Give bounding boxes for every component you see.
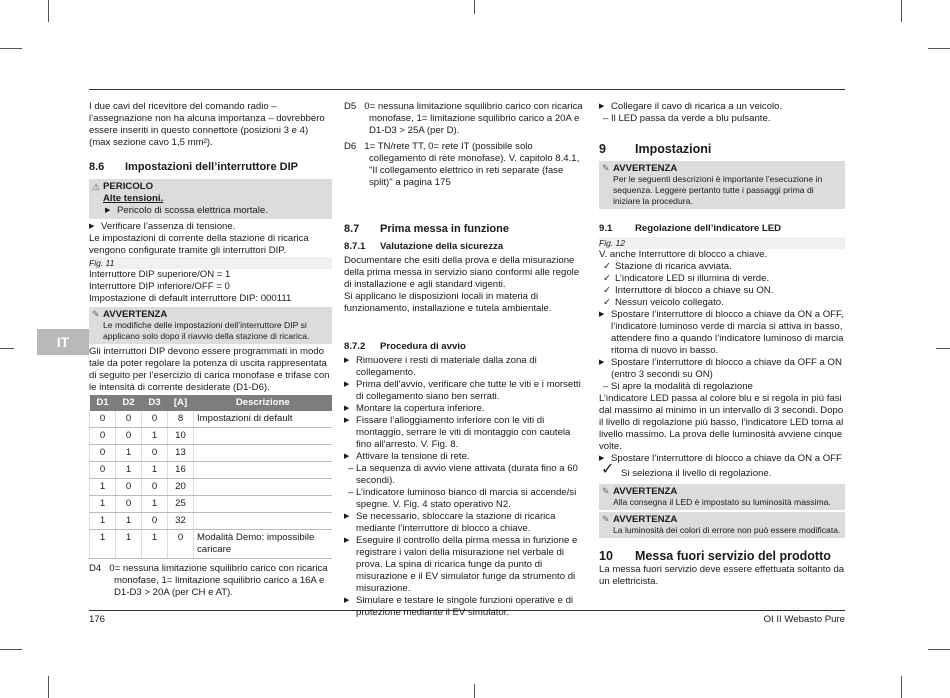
info-icon: ✎ — [92, 309, 100, 319]
bullet-item: ▶ Spostare l’interruttore di blocco a chiave da ON a OFF, l’indicatore luminoso verde di marcia si attiva in basso, attendere fino a quando l’indicatore luminoso di marcia ritorna di nuovo in basso. — [599, 309, 845, 357]
warning-box — [599, 512, 845, 538]
table-cell: 1 — [142, 496, 168, 513]
danger-bullet: ▶ Pericolo di scossa elettrica mortale. — [105, 205, 328, 217]
paragraph: L’indicatore LED passa al colore blu e si regola in più fasi dal massimo al minimo in un intervallo di 3 secondi. Dopo il livello di regolazione più basso, l’indicatore LED torna al livello massimo. La prova delle luminosità avviene cinque volte. — [599, 393, 844, 452]
column-3 — [599, 101, 845, 588]
table-cell: 1 — [116, 445, 142, 462]
crop-mark — [901, 676, 902, 698]
document-title: OI II Webasto Pure — [763, 614, 845, 625]
table-cell — [194, 428, 333, 445]
crop-mark — [0, 348, 14, 349]
table-cell: 0 — [90, 445, 116, 462]
crop-mark — [928, 649, 950, 650]
bullet-item: ▶ Se necessario, sbloccare la stazione di ricarica mediante l’interruttore di blocco a chiave. — [344, 511, 585, 535]
warning-box — [599, 484, 845, 510]
table-cell — [194, 479, 333, 496]
info-icon: ✎ — [602, 163, 610, 173]
warning-text: Le modifiche delle impostazioni dell’interruttore DIP si applicano solo dopo il riavvio della stazione di ricarica. — [103, 320, 310, 341]
result-item: – L’indicatore luminoso bianco di marcia si accende/si spegne. V. Fig. 4 stato operativo N2. — [344, 487, 585, 511]
crop-mark — [474, 684, 475, 698]
dip-line: Interruttore DIP superiore/ON = 1 — [89, 269, 231, 280]
chapter-heading: 10 Messa fuori servizio del prodotto — [599, 549, 831, 563]
table-cell: 1 — [142, 462, 168, 479]
subsection-heading: 8.7.2 Procedura di avvio — [344, 341, 466, 352]
d4-definition: D4 0= nessuna limitazione squilibrio carico con ricarica monofase, 1= limitazione squilibrio carico a 16A e D1-D3 > 20A (per CH e AT). — [89, 563, 328, 598]
table-header-cell: [A] — [168, 395, 194, 411]
checklist — [599, 261, 845, 309]
crop-mark — [0, 48, 22, 49]
bullet-item: ▶ Prima dell'avvio, verificare che tutte le viti e i morsetti di collegamento siano ben serrati. — [344, 379, 585, 403]
warning-text: Per le seguenti descrizioni è importante l’esecuzione in sequenza. Leggere pertanto tutte i passaggi prima di iniziare la procedura. — [613, 174, 823, 206]
crop-mark — [48, 0, 49, 22]
table-cell: 0 — [116, 428, 142, 445]
warning-triangle-icon: ⚠ — [92, 182, 101, 192]
table-cell: 0 — [142, 411, 168, 428]
page-number: 176 — [89, 614, 106, 625]
paragraph: La messa fuori servizio deve essere effettuata soltanto da un elettricista. — [599, 564, 845, 587]
start-procedure-list — [344, 355, 585, 619]
table-cell: 25 — [168, 496, 194, 513]
subsection-heading: 8.7.1 Valutazione della sicurezza — [344, 241, 504, 252]
d5-definition: D5 0= nessuna limitazione squilibrio carico con ricarica monofase, 1= limitazione squilibrio carico a 20A e D1-D3 > 25A (per D). — [344, 101, 583, 136]
crop-mark — [901, 0, 902, 22]
result-item: – Il LED passa da verde a blu pulsante. — [599, 113, 845, 125]
bullet-item: ▶ Rimuovere i resti di materiale dalla zona di collegamento. — [344, 355, 585, 379]
subsection-heading: 9.1 Regolazione dell’indicatore LED — [599, 223, 782, 234]
column-1 — [89, 101, 332, 599]
column-2 — [344, 101, 585, 619]
table-row — [90, 530, 333, 559]
checklist-item: ✓ Stazione di ricarica avviata. — [599, 261, 845, 273]
crop-mark — [936, 348, 950, 349]
table-cell: 10 — [168, 428, 194, 445]
table-cell: 0 — [90, 411, 116, 428]
crop-mark — [474, 0, 475, 14]
table-cell: 1 — [116, 530, 142, 559]
table-cell: 32 — [168, 513, 194, 530]
result-check: ✓ Si seleziona il livello di regolazione. — [601, 461, 772, 479]
table-cell — [194, 445, 333, 462]
table-cell: 1 — [142, 530, 168, 559]
table-cell: 0 — [142, 445, 168, 462]
warning-title: AVVERTENZA — [103, 309, 168, 320]
bullet-item: ▶ Collegare il cavo di ricarica a un veicolo. — [599, 101, 845, 113]
table-row — [90, 411, 333, 428]
danger-box — [89, 179, 332, 219]
table-header-cell: Descrizione — [194, 395, 333, 411]
table-row — [90, 428, 333, 445]
checklist-item: ✓ Nessun veicolo collegato. — [599, 297, 845, 309]
paragraph: V. anche Interruttore di blocco a chiave. — [599, 249, 768, 260]
table-cell: 1 — [90, 530, 116, 559]
table-cell — [194, 496, 333, 513]
table-cell: 0 — [116, 479, 142, 496]
table-cell: 1 — [116, 462, 142, 479]
table-cell: 1 — [116, 513, 142, 530]
table-cell: 0 — [168, 530, 194, 559]
info-icon: ✎ — [602, 486, 610, 496]
d6-definition: D6 1= TN/rete TT, 0= rete IT (possibile solo collegamento di rete monofase). V. capitolo 8.4.1, "Il collegamento elettrico in reti separate (fase split)" a pagina 175 — [344, 141, 580, 188]
dip-line: Impostazione di default interruttore DIP: 000111 — [89, 293, 292, 304]
paragraph: Gli interruttori DIP devono essere programmati in modo tale da poter regolare la potenza di uscita rappresentata di seguito per l’esercizio di carica monofase e trifase con le intensità di corrente desiderate (D1-D6). — [89, 346, 330, 393]
language-tab: IT — [37, 329, 89, 355]
table-row — [90, 445, 333, 462]
table-header-cell: D3 — [142, 395, 168, 411]
crop-mark — [928, 48, 950, 49]
large-check-icon: ✓ — [601, 461, 615, 478]
warning-title: AVVERTENZA — [613, 163, 678, 174]
bullet-item: ▶ Eseguire il controllo della pirma messa in funzione e registrare i valori della misurazione nel verbale di prova. La spina di ricarica funge da punto di misurazione e il EV simulator funge da strumento di misurazione. — [344, 535, 585, 595]
table-cell: 0 — [116, 411, 142, 428]
table-cell — [194, 462, 333, 479]
table-cell: 1 — [90, 496, 116, 513]
warning-title: AVVERTENZA — [613, 486, 678, 497]
danger-title: PERICOLO — [103, 181, 154, 192]
table-cell: 13 — [168, 445, 194, 462]
warning-title: AVVERTENZA — [613, 514, 678, 525]
chapter-heading: 9 Impostazioni — [599, 142, 712, 156]
table-row — [90, 479, 333, 496]
bullet-item: ▶ Spostare l’interruttore di blocco a chiave da ON a OFF — [599, 453, 845, 465]
dip-table — [89, 395, 332, 559]
result-item: – La sequenza di avvio viene attivata (durata fino a 60 secondi). — [344, 463, 585, 487]
table-cell — [194, 513, 333, 530]
table-cell: 0 — [90, 462, 116, 479]
table-header-cell: D2 — [116, 395, 142, 411]
table-header-cell: D1 — [90, 395, 116, 411]
checklist-item: ✓ L’indicatore LED si illumina di verde. — [599, 273, 845, 285]
table-cell: Impostazioni di default — [194, 411, 333, 428]
table-cell: 20 — [168, 479, 194, 496]
section-heading: 8.6 Impostazioni dell’interruttore DIP — [89, 161, 298, 173]
bullet-item: ▶ Simulare e testare le singole funzioni operative e di protezione mediante il EV simulator. — [344, 595, 585, 619]
table-cell: Modalità Demo: impossibile caricare — [194, 530, 333, 559]
figure-caption: Fig. 12 — [599, 237, 845, 249]
table-row — [90, 513, 333, 530]
table-cell: 16 — [168, 462, 194, 479]
warning-text: La luminosità dei colori di errore non può essere modificata. — [613, 525, 841, 535]
table-row — [90, 496, 333, 513]
crop-mark — [48, 676, 49, 698]
warning-box — [599, 161, 845, 209]
bullet-item: ▶ Spostare l’interruttore di blocco a chiave da OFF a ON (entro 3 secondi su ON) — [599, 357, 845, 381]
bullet-item: ▶ Verificare l’assenza di tensione. — [89, 221, 332, 233]
table-cell: 8 — [168, 411, 194, 428]
paragraph: Si applicano le disposizioni locali in materia di funzionamento, installazione e tutela ambientale. — [344, 291, 552, 314]
paragraph: Le impostazioni di corrente della stazione di ricarica vengono configurate tramite gli interruttori DIP. — [89, 233, 309, 256]
crop-mark — [0, 649, 22, 650]
warning-text: Alla consegna il LED è impostato su luminosità massima. — [613, 497, 831, 507]
table-cell: 1 — [142, 428, 168, 445]
intro-paragraph: I due cavi del ricevitore del comando radio – l’assegnazione non ha alcuna importanza – dovrebbero essere inseriti in questo connettore (posizioni 3 e 4) (max sezione cavo 1,5 mm²). — [89, 101, 325, 148]
paragraph: Documentare che esiti della prova e della misurazione della prima messa in servizio siano conformi alle regole di installazione e agli standard vigenti. — [344, 255, 580, 290]
dip-line: Interruttore DIP inferiore/OFF = 0 — [89, 281, 230, 292]
table-row — [90, 462, 333, 479]
result-item: – Si apre la modalità di regolazione — [599, 381, 845, 393]
top-rule — [89, 89, 845, 90]
danger-subtitle: Alte tensioni. — [103, 193, 164, 204]
checklist-item: ✓ Interruttore di blocco a chiave su ON. — [599, 285, 845, 297]
figure-caption: Fig. 11 — [89, 257, 332, 269]
table-cell: 0 — [116, 496, 142, 513]
table-cell: 1 — [90, 513, 116, 530]
table-cell: 0 — [142, 513, 168, 530]
table-cell: 0 — [142, 479, 168, 496]
bullet-item: ▶ Montare la copertura inferiore. — [344, 403, 585, 415]
section-heading: 8.7 Prima messa in funzione — [344, 223, 509, 235]
info-icon: ✎ — [602, 514, 610, 524]
bullet-item: ▶ Attivare la tensione di rete. — [344, 451, 585, 463]
bullet-item: ▶ Fissare l’alloggiamento inferiore con le viti di montaggio, serrare le viti di montaggio con cautela fino all'arresto. V. Fig. 8. — [344, 415, 585, 451]
table-cell: 0 — [90, 428, 116, 445]
table-cell: 1 — [90, 479, 116, 496]
warning-box — [89, 307, 332, 344]
